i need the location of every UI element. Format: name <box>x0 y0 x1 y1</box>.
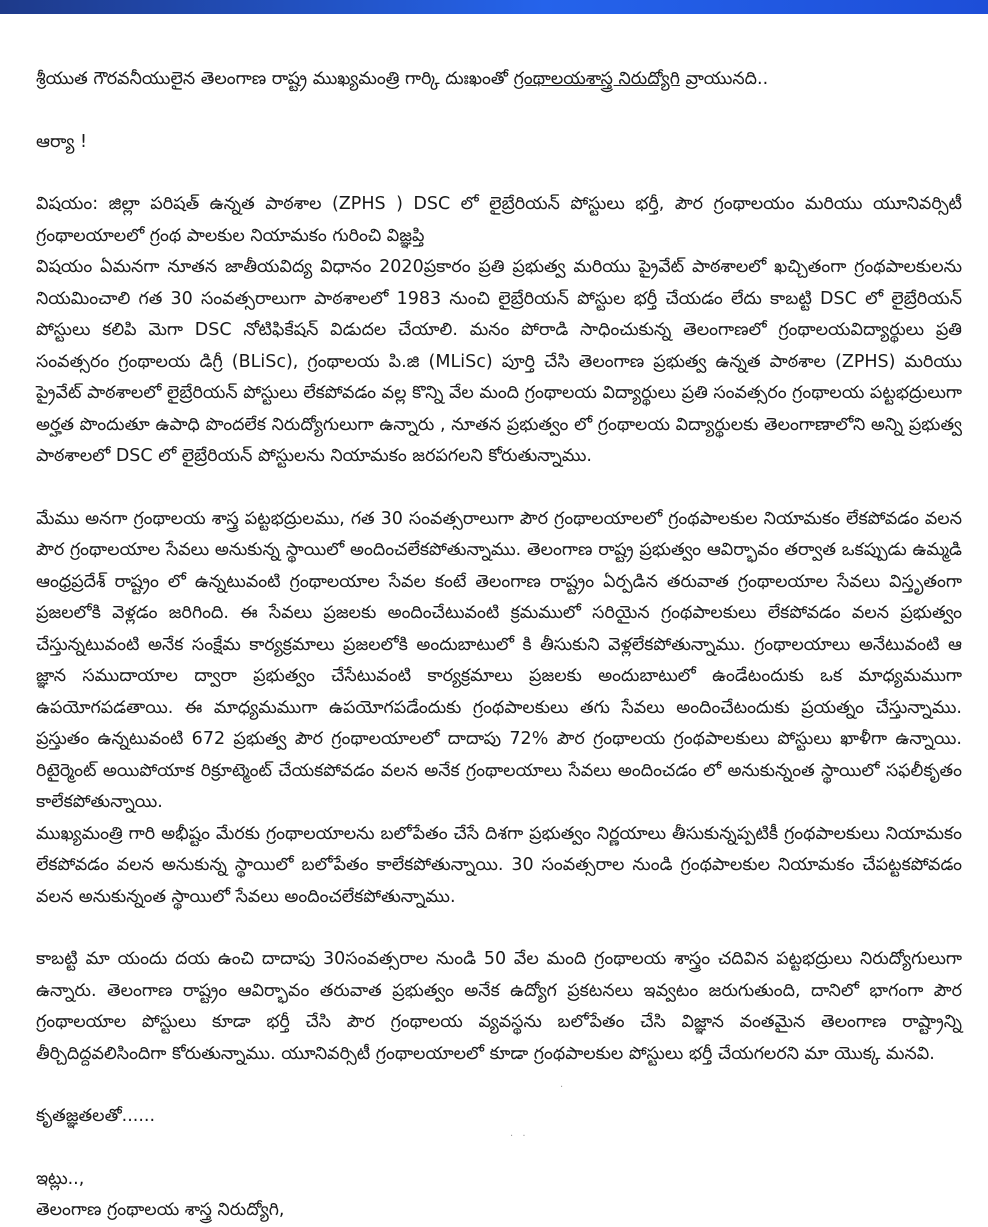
letter-body <box>36 64 962 1227</box>
greeting-underlined-text: గ్రంథాలయశాస్త్ర నిరుద్యోగి <box>513 69 680 89</box>
scan-speck-2: · · <box>510 1131 529 1142</box>
paragraph-4: కాబట్టి మా యందు దయ ఉంచి దాదాపు 30సంవత్సరాల నుండి 50 వేల మంది గ్రంథాలయ శాస్త్రం చదివిన పట్టభద్రులు నిరుద్యోగులుగా ఉన్నారు. తెలంగాణ రాష్ట్రం ఆవిర్భావం తరువాత ప్రభుత్వం అనేక ఉద్యోగ ప్రకటనలు ఇవ్వటం జరుగుతుంది, దానిలో భాగంగా పౌర గ్రంథాలయాల పోస్టులు కూడా భర్తీ చేసి పౌర గ్రంథాలయ వ్యవస్థను బలోపేతం చేసి విజ్ఞాన వంతమైన తెలంగాణ రాష్ట్రాన్ని తీర్చిదిద్దవలిసిందిగా కోరుతున్నాము. యూనివర్సిటీ గ్రంథాలయాలలో కూడా గ్రంథపాలకుల పోస్టులు భర్తీ చేయగలరని మా యొక్క మనవి. <box>36 949 962 1064</box>
paragraph-2: మేము అనగా గ్రంథాలయ శాస్త్ర పట్టభద్రులము, గత 30 సంవత్సరాలుగా పౌర గ్రంథాలయాలలో గ్రంథపాలకుల నియామకం లేకపోవడం వలన పౌర గ్రంథాలయాల సేవలు అనుకున్న స్థాయిలో అందించలేకపోతున్నాము. తెలంగాణ రాష్ట్ర ప్రభుత్వం ఆవిర్భావం తర్వాత ఒకప్పుడు ఉమ్మడి ఆంధ్రప్రదేశ్ రాష్ట్రం లో ఉన్నటువంటి గ్రంథాలయాల సేవల కంటే తెలంగాణ రాష్ట్రం ఏర్పడిన తరువాత గ్రంథాలయాల సేవలు విస్తృతంగా ప్రజలలోకి వెళ్లడం జరిగింది. ఈ సేవలు ప్రజలకు అందించేటువంటి క్రమములో సరియైన గ్రంథపాలకులు లేకపోవడం వలన ప్రభుత్వం చేస్తున్నటువంటి అనేక సంక్షేమ కార్యక్రమాలు ప్రజలలోకి అందుబాటులో కి తీసుకుని వెళ్లలేకపోతున్నాము. గ్రంథాలయాలు అనేటువంటి ఆ జ్ఞాన సముదాయాల ద్వారా ప్రభుత్వం చేసేటువంటి కార్యక్రమాలు ప్రజలకు అందుబాటులో ఉండేటందుకు ఒక మాధ్యమముగా ఉపయోగపడతాయి. ఈ మాధ్యమముగా ఉపయోగపడేందుకు గ్రంథపాలకులు తగు సేవలు అందించేటందుకు ప్రయత్నం చేస్తున్నాము. ప్రస్తుతం ఉన్నటువంటి 672 ప్రభుత్వ పౌర గ్రంథాలయాలలో దాదాపు 72% పౌర గ్రంథాలయ గ్రంథపాలకులు పోస్టులు ఖాళీగా ఉన్నాయి. రిటైర్మెంట్ అయిపోయాక రిక్రూట్మెంట్ చేయకపోవడం వలన అనేక గ్రంథాలయాలు సేవలు అందించడం లో అనుకున్నంత స్థాయిలో సఫలీకృతం కాలేకపోతున్నాయి. <box>36 508 962 812</box>
scan-speck-1: · <box>560 1082 567 1093</box>
paragraph-3: ముఖ్యమంత్రి గారి అభీష్టం మేరకు గ్రంథాలయాలను బలోపేతం చేసే దిశగా ప్రభుత్వం నిర్ణయాలు తీసుకున్నప్పటికీ గ్రంథపాలకులు నియామకం లేకపోవడం వలన అనుకున్న స్థాయిలో బలోపేతం కాలేకపోతున్నాయి. 30 సంవత్సరాల నుండి గ్రంథపాలకుల నియామకం చేపట్టకపోవడం వలన అనుకున్నంత స్థాయిలో సేవలు అందించలేకపోతున్నాము. <box>36 823 962 907</box>
greeting-suffix: వ్రాయునది.. <box>679 69 769 89</box>
header-band <box>0 0 988 14</box>
paragraph-1: విషయం ఏమనగా నూతన జాతీయవిద్య విధానం 2020ప్రకారం ప్రతి ప్రభుత్వ మరియు ప్రైవేట్ పాఠశాలలో ఖచ్చితంగా గ్రంథపాలకులను నియమించాలి గత 30 సంవత్సరాలుగా పాఠశాలలో 1983 నుంచి లైబ్రేరియన్ పోస్టుల భర్తీ చేయడం లేదు కాబట్టి DSC లో లైబ్రేరియన్ పోస్టులు కలిపి మెగా DSC నోటిఫికేషన్ విడుదల చేయాలి. మనం పోరాడి సాధించుకున్న తెలంగాణలో గ్రంథాలయవిద్యార్థులు ప్రతి సంవత్సరం గ్రంథాలయ డిగ్రీ (BLiSc), గ్రంథాలయ పి.జి (MLiSc) పూర్తి చేసి తెలంగాణ ప్రభుత్వ ఉన్నత పాఠశాల (ZPHS) మరియు ప్రైవేట్ పాఠశాలలో లైబ్రేరియన్ పోస్టులు లేకపోవడం వల్ల కొన్ని వేల మంది గ్రంథాలయ విద్యార్థులు ప్రతి సంవత్సరం గ్రంథాలయ పట్టభద్రులుగా అర్హత పొందుతూ ఉపాధి పొందలేక నిరుద్యోగులుగా ఉన్నారు , నూతన ప్రభుత్వం లో గ్రంథాలయ విద్యార్థులకు తెలంగాణాలోని అన్ని ప్రభుత్వ పాఠశాలలో DSC లో లైబ్రేరియన్ పోస్టులను నియామకం జరపగలని కోరుతున్నాము. <box>36 257 962 466</box>
greeting-line <box>36 64 962 96</box>
signature-line-1: ఇట్లు.., <box>36 1168 85 1189</box>
closing-line: కృతజ్ఞతలతో...... <box>36 1106 156 1126</box>
subject-line: విషయం: జిల్లా పరిషత్ ఉన్నత పాఠశాల (ZPHS ) DSC లో లైబ్రేరియన్ పోస్టులు భర్తీ, పౌర గ్రంథాలయం మరియు యూనివర్సిటీ గ్రంథాలయాలలో గ్రంథ పాలకుల నియామకం గురించి విజ్ఞప్తి <box>36 194 962 246</box>
letter-page <box>0 14 988 1220</box>
salutation: ఆర్యా ! <box>36 131 87 152</box>
signature-line-2: తెలంగాణ గ్రంథాలయ శాస్త్ర నిరుద్యోగి, <box>36 1200 285 1220</box>
greeting-prefix: శ్రీయుత గౌరవనీయులైన తెలంగాణ రాష్ట్ర ముఖ్యమంత్రి గార్కి దుఃఖంతో <box>36 69 514 89</box>
